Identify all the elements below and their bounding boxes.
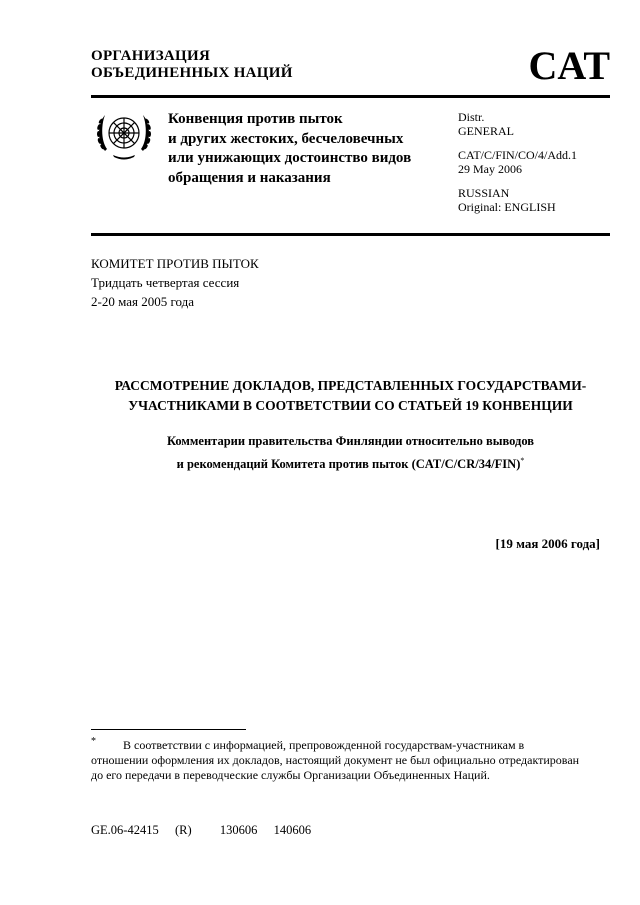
subtitle-line-2 <box>91 451 610 474</box>
org-line-2: ОБЪЕДИНЕННЫХ НАЦИЙ <box>91 65 293 81</box>
job-code: (R) <box>174 823 192 837</box>
job-number: GE.06-42415 <box>91 823 159 837</box>
document-symbol: CAT/C/FIN/CO/4/Add.1 <box>458 148 578 162</box>
title-line-1: РАССМОТРЕНИЕ ДОКЛАДОВ, ПРЕДСТАВЛЕННЫХ ГОСУДАРСТВАМИ- <box>114 378 587 393</box>
job-date-1: 130606 <box>219 823 258 837</box>
distr-label: Distr. <box>458 110 485 124</box>
document-subtitle <box>91 432 610 474</box>
session: Тридцать четвертая сессия <box>91 275 240 290</box>
report-date: [19 мая 2006 года] <box>495 536 600 551</box>
convention-line-2: и других жестоких, бесчеловечных <box>168 130 404 147</box>
org-line-1: ОРГАНИЗАЦИЯ <box>91 48 211 64</box>
footnote-reference: * <box>520 456 525 465</box>
document-series-symbol: CAT <box>528 43 610 88</box>
committee-name: КОМИТЕТ ПРОТИВ ПЫТОК <box>91 256 259 271</box>
session-dates: 2-20 мая 2005 года <box>91 294 194 309</box>
distribution: GENERAL <box>458 124 514 138</box>
un-emblem-icon <box>93 107 155 163</box>
convention-line-3: или унижающих достоинство видов <box>168 150 412 166</box>
title-line-2: УЧАСТНИКАМИ В СООТВЕТСТВИИ СО СТАТЬЕЙ 19 КОНВЕНЦИИ <box>128 398 573 413</box>
footnote <box>91 738 583 783</box>
document-metadata <box>458 110 577 214</box>
header-rule-top <box>91 95 610 98</box>
convention-title <box>168 110 411 188</box>
committee-info <box>91 254 259 311</box>
subtitle-line-1: Комментарии правительства Финляндии относительно выводов <box>166 434 535 448</box>
footnote-separator <box>91 729 246 730</box>
language: RUSSIAN <box>458 186 510 200</box>
convention-line-4: обращения и наказания <box>168 169 331 186</box>
job-date-2: 140606 <box>273 823 312 837</box>
original-language: Original: ENGLISH <box>458 200 556 214</box>
footnote-mark: * <box>91 736 96 747</box>
subtitle-line-2-text: и рекомендаций Комитета против пыток (CAT/C/CR/34/FIN) <box>176 457 521 472</box>
convention-line-1: Конвенция против пыток <box>168 111 343 127</box>
footnote-text: В соответствии с информацией, препровожденной государствам-участникам в отношении оформления их докладов, настоящий документ не был официально отредактирован до его передачи в переводческие службы Организации Объединенных Наций. <box>91 738 580 782</box>
header-rule-bottom <box>91 233 610 236</box>
document-title <box>91 376 610 416</box>
job-number-line <box>91 823 311 838</box>
organization-name <box>91 48 293 82</box>
document-date: 29 May 2006 <box>458 162 522 176</box>
